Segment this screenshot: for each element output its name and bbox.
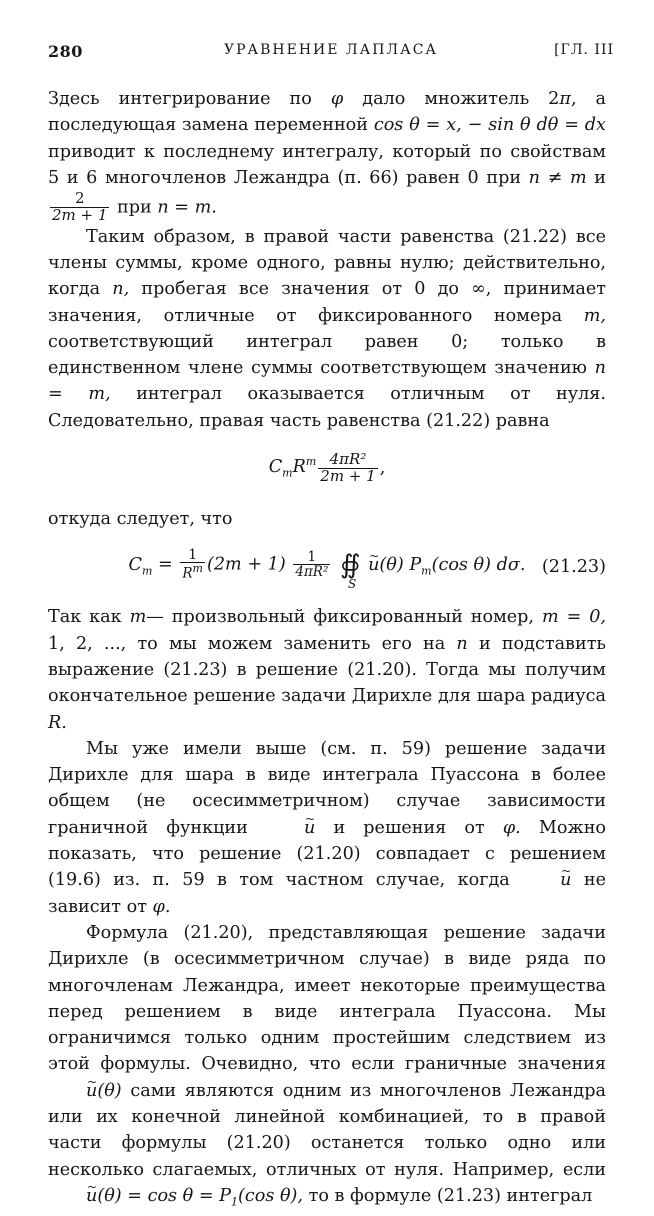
- equation-21-23: $C_m$ = $\frac{1}{R^m}$ (2m + 1) $\frac{1}{\text{4πR²}}$ ∯ S ~ u(θ) $P_m(\cos$ θ) dσ. (21.23): [48, 534, 606, 598]
- paragraph-2: Таким образом, в правой части равенства (21.22) все члены суммы, кроме одного, равны нулю; действительно, когда n, пробегая все значения от 0 до ∞, принимает значения, отличные от фиксированного номера m, соответствующий интеграл равен 0; только в единственном члене суммы соответствующем значению n = m, интеграл оказывается отличным от нуля. Следовательно, правая часть равенства (21.22) равна: [48, 226, 607, 431]
- chapter-label: [ГЛ. III: [554, 42, 614, 58]
- page-header: [48, 42, 614, 66]
- page-number: 280: [48, 42, 83, 61]
- paragraph-1: Здесь интегрирование по φ дало множитель 2π, а последующая замена переменной cos θ = x, − sin θ dθ = dx приводит к последнему интегралу, который по свойствам 5 и 6 многочленов Лежандра (п. 66) равен 0 при n ≠ m и $\frac{2}{2m + 1}$ при n = m.: [48, 89, 607, 224]
- page-body: [48, 86, 606, 1216]
- paragraph-5: Мы уже имели выше (см. п. 59) решение задачи Дирихле для шара в виде интеграла Пуассона в более общем (не осесимметричном) случае зависимости граничной функции ~ u и решения от φ. Можно показать, что решение (21.20) совпадает с решением (19.6) из. п. 59 в том частном случае, когда ~ u не зависит от φ.: [48, 736, 606, 920]
- paragraph-3: откуда следует, что: [48, 509, 233, 530]
- paragraph-4: Так как m— произвольный фиксированный номер, m = 0, 1, 2, ..., то мы можем заменить его на n и подставить выражение (21.23) в решение (21.20). Тогда мы получим окончательное решение задачи Дирихле для шара радиуса R.: [48, 607, 607, 733]
- surface-integral-sign: ∯ S: [339, 549, 361, 591]
- running-title: УРАВНЕНИЕ ЛАПЛАСА: [223, 42, 439, 58]
- fraction-2-over-2m1: $\frac{2}{2m + 1}$: [52, 189, 108, 224]
- equation-cm-rm: $C_mR^m$ $\frac{\text{4πR²}}{2m + 1}$ ,: [268, 449, 386, 485]
- paragraph-6: Формула (21.20), представляющая решение задачи Дирихле (в осесимметричном случае) в виде ряда по многочленам Лежандра, имеет некоторые преимущества перед решением в виде интеграла Пуассона. Мы ограничимся только одним простейшим следствием из этой формулы. Очевидно, что если граничные значения ~ u(θ) сами являются одним из многочленов Лежандра или их конечной линейной комбинацией, то в правой части формулы (21.20) останется только одно или несколько слагаемых, отличных от нуля. Например, если ~ $u(\theta) = \cos \theta = P_1(\cos$ θ), то в формуле (21.23) интеграл: [48, 920, 606, 1216]
- equation-number: (21.23): [541, 557, 606, 578]
